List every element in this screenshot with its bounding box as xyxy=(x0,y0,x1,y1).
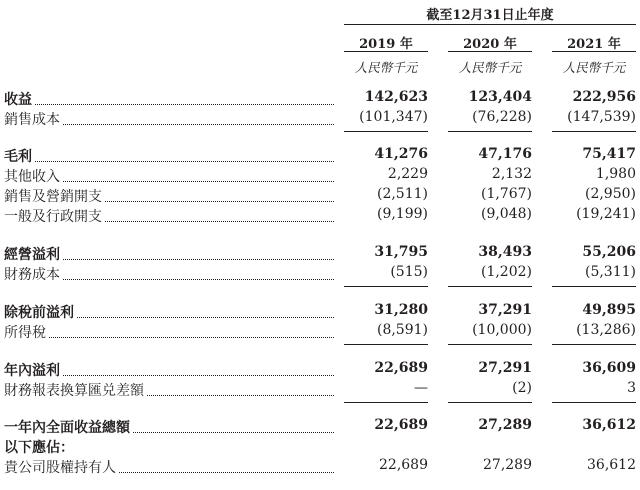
row-value: (2) xyxy=(512,380,532,396)
row-value: 1,980 xyxy=(595,166,636,182)
subtotal-rule xyxy=(552,344,636,345)
row-value: (9,048) xyxy=(480,206,532,222)
leader-dots xyxy=(63,375,334,376)
subtotal-rule xyxy=(344,344,428,345)
leader-dots xyxy=(133,432,334,433)
row-value: 22,689 xyxy=(374,417,428,433)
leader-dots xyxy=(63,279,334,280)
year-divider xyxy=(552,51,636,52)
row-value: 37,291 xyxy=(478,302,532,318)
row-value: (76,228) xyxy=(472,109,532,125)
row-value: 22,689 xyxy=(374,360,428,376)
subtotal-rule xyxy=(552,402,636,403)
row-value: 2,229 xyxy=(387,166,428,182)
leader-dots xyxy=(35,161,334,162)
row-label: 收益 xyxy=(4,92,32,108)
subtotal-rule xyxy=(448,402,532,403)
subtotal-rule xyxy=(344,286,428,287)
row-value: (10,000) xyxy=(472,322,532,338)
period-title: 截至12月31日止年度 xyxy=(426,8,554,23)
row-value: 31,280 xyxy=(374,302,428,318)
row-value: 38,493 xyxy=(478,244,532,260)
row-value: (101,347) xyxy=(359,109,428,125)
leader-dots xyxy=(77,317,334,318)
row-value: 49,895 xyxy=(582,302,636,318)
unit-label: 人民幣千元 xyxy=(458,60,522,75)
row-label: 一年內全面收益總額 xyxy=(4,420,130,436)
row-value: 27,289 xyxy=(478,417,532,433)
leader-dots xyxy=(119,472,334,473)
row-value: (2,950) xyxy=(584,186,636,202)
row-value: 27,291 xyxy=(478,360,532,376)
leader-dots xyxy=(63,124,334,125)
row-label: 財務成本 xyxy=(4,267,60,283)
unit-label: 人民幣千元 xyxy=(354,60,418,75)
row-value: (8,591) xyxy=(376,322,428,338)
row-value: (1,202) xyxy=(480,264,532,280)
row-value: 22,689 xyxy=(379,457,428,473)
row-value: (2,511) xyxy=(376,186,428,202)
row-label: 毛利 xyxy=(4,149,32,165)
row-label: 年內溢利 xyxy=(4,363,60,379)
row-label: 其他收入 xyxy=(4,169,60,185)
leader-dots xyxy=(49,337,334,338)
subtotal-rule xyxy=(344,402,428,403)
row-label: 除稅前溢利 xyxy=(4,305,74,321)
row-value: (1,767) xyxy=(480,186,532,202)
leader-dots xyxy=(105,221,334,222)
row-value: (19,241) xyxy=(576,206,636,222)
row-value: 41,276 xyxy=(374,146,428,162)
unit-label: 人民幣千元 xyxy=(562,60,626,75)
subtotal-rule xyxy=(448,131,532,132)
row-label: 貴公司股權持有人 xyxy=(4,460,116,476)
row-label: 財務報表換算匯兑差額 xyxy=(4,383,144,399)
leader-dots xyxy=(63,259,334,260)
row-value: 36,612 xyxy=(587,457,636,473)
row-value: 36,609 xyxy=(582,360,636,376)
leader-dots xyxy=(147,395,334,396)
leader-dots xyxy=(63,181,334,182)
year-divider xyxy=(448,51,532,52)
row-value: 47,176 xyxy=(478,146,532,162)
period-divider xyxy=(344,24,636,25)
row-value: 36,612 xyxy=(582,417,636,433)
row-value: (515) xyxy=(390,264,428,280)
row-value: 27,289 xyxy=(483,457,532,473)
row-value: (9,199) xyxy=(376,206,428,222)
row-label: 以下應佔： xyxy=(4,440,74,456)
row-value: (5,311) xyxy=(584,264,636,280)
subtotal-rule xyxy=(344,131,428,132)
row-label: 經營溢利 xyxy=(4,247,60,263)
row-value: (147,539) xyxy=(567,109,636,125)
row-label: 所得稅 xyxy=(4,325,46,341)
row-value: 123,404 xyxy=(468,89,532,105)
row-value: 31,795 xyxy=(374,244,428,260)
row-value: (13,286) xyxy=(576,322,636,338)
year-2019-header: 2019 年 xyxy=(359,37,413,52)
row-label: 銷售及營銷開支 xyxy=(4,189,102,205)
row-label: 一般及行政開支 xyxy=(4,209,102,225)
leader-dots xyxy=(35,104,334,105)
subtotal-rule xyxy=(448,286,532,287)
subtotal-rule xyxy=(448,344,532,345)
year-divider xyxy=(344,51,428,52)
row-value: 55,206 xyxy=(582,244,636,260)
row-value: 3 xyxy=(627,380,636,396)
year-2021-header: 2021 年 xyxy=(567,37,621,52)
subtotal-rule xyxy=(552,131,636,132)
subtotal-rule xyxy=(552,286,636,287)
row-value: 222,956 xyxy=(572,89,636,105)
year-2020-header: 2020 年 xyxy=(463,37,517,52)
row-value: — xyxy=(414,380,428,396)
row-value: 2,132 xyxy=(491,166,532,182)
row-value: 75,417 xyxy=(582,146,636,162)
row-label: 銷售成本 xyxy=(4,112,60,128)
row-value: 142,623 xyxy=(364,89,428,105)
leader-dots xyxy=(105,201,334,202)
